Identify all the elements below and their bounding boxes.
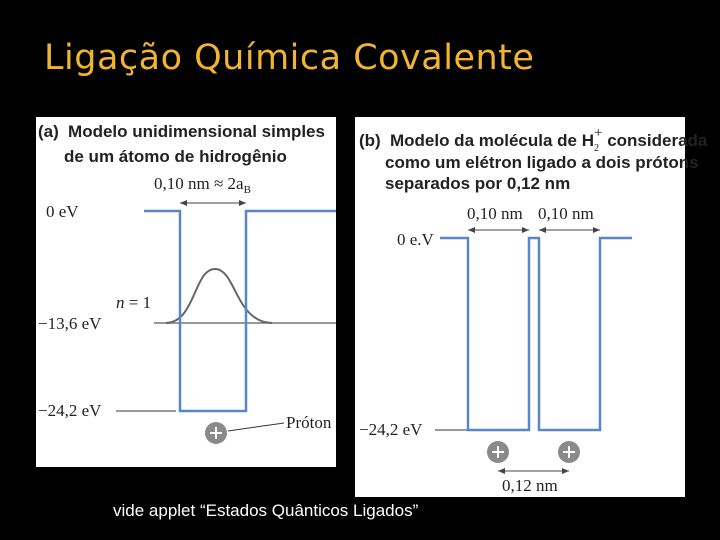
panel-b-well-width-2: 0,10 nm	[538, 204, 594, 223]
panel-b-heading-line1: Modelo da molécula de H	[389, 131, 595, 150]
panel-a-label: (a)	[38, 122, 59, 141]
panel-a-wavefunction-curve	[166, 269, 272, 323]
panel-a-svg	[36, 117, 336, 467]
panel-a-proton-leader	[228, 423, 284, 431]
panel-b-zero-label: 0 e.V	[397, 230, 434, 249]
panel-b-heading-line1-text: (b) Modelo da molécula de $H_2+$ considerada	[359, 125, 708, 154]
panel-b-heading-line2: como um elétron ligado a dois prótons	[385, 153, 699, 172]
panel-a-level-energy-label: −13,6 eV	[38, 314, 102, 333]
panel-a-hydrogen-atom-diagram	[36, 117, 336, 467]
panel-a-heading-line1: Modelo unidimensional simples	[68, 122, 325, 141]
panel-a-heading-line2: de um átomo de hidrogênio	[64, 147, 287, 166]
panel-a-width-arrow-right-head	[239, 200, 246, 206]
panel-a-potential-well	[144, 211, 336, 411]
panel-a-zero-label: 0 eV	[46, 202, 79, 221]
panel-a-heading	[38, 122, 325, 141]
panel-b-double-potential-well	[440, 238, 632, 430]
panel-a-width-label: 0,10 nm ≈ $2a_B$	[154, 174, 251, 196]
panel-b-h2-molecule-diagram	[355, 117, 708, 497]
panel-a-bottom-label: −24,2 eV	[38, 401, 102, 420]
slide-title: Ligação Química Covalente	[44, 38, 535, 78]
panel-a-level-n-label: n = 1	[116, 293, 152, 312]
applet-caption: vide applet “Estados Quânticos Ligados”	[113, 501, 419, 520]
panel-b-well-width-1: 0,10 nm	[467, 204, 523, 223]
panel-b-heading-line3: separados por 0,12 nm	[385, 174, 571, 193]
panel-b-separation-label: 0,12 nm	[502, 476, 558, 495]
panel-b-bottom-label: −24,2 eV	[359, 420, 423, 439]
panel-b-svg	[355, 117, 708, 497]
panel-a-proton-label: Próton	[286, 413, 332, 432]
panel-b-label: (b)	[359, 131, 381, 150]
panel-a-width-arrow-left-head	[180, 200, 187, 206]
